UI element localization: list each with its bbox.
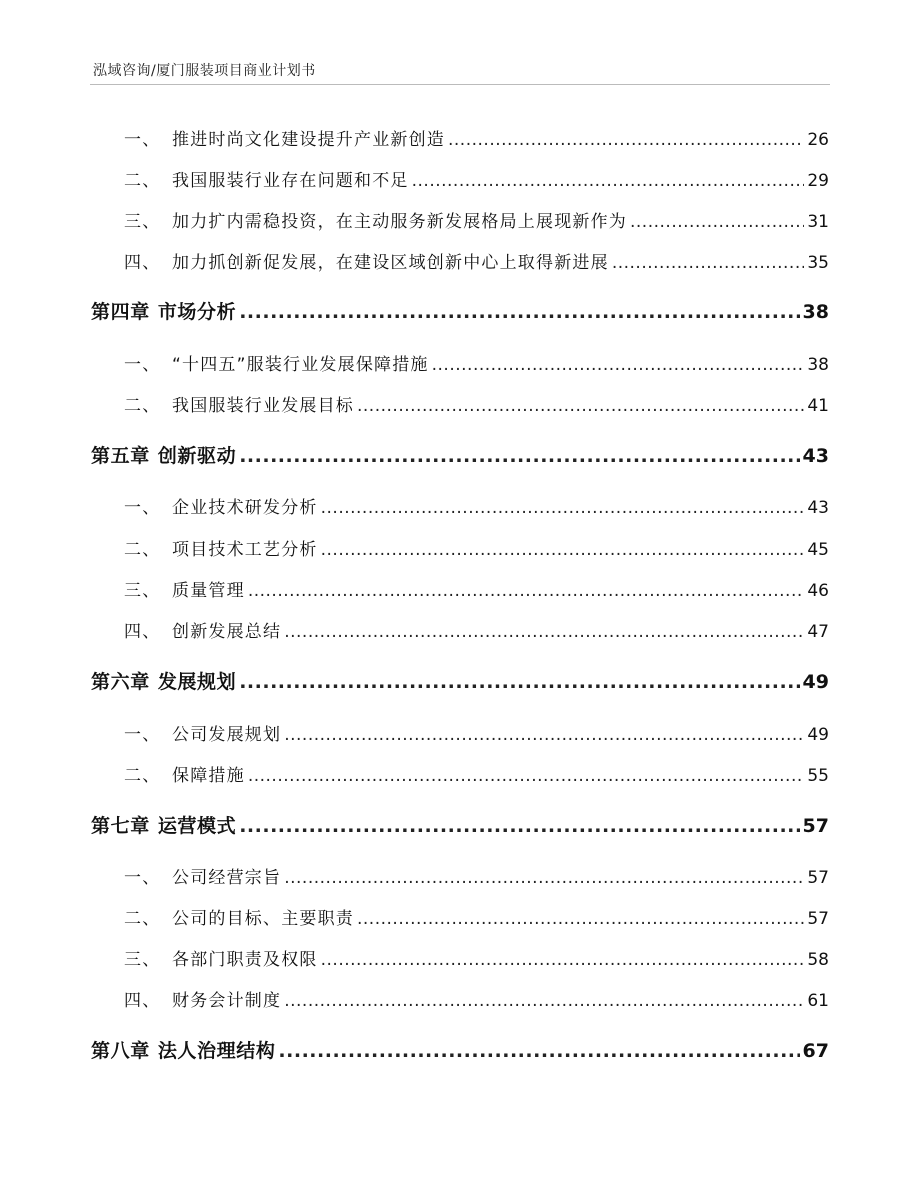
toc-entry-page: 58 bbox=[807, 950, 829, 970]
toc-entry-title: 创新发展总结 bbox=[172, 622, 282, 642]
toc-entry-number: 第七章 bbox=[91, 815, 150, 837]
toc-entry-title: 保障措施 bbox=[172, 766, 245, 786]
toc-entry-page: 46 bbox=[807, 581, 829, 601]
toc-section-entry[interactable] bbox=[124, 493, 829, 518]
toc-dot-leader bbox=[284, 868, 804, 888]
toc-entry-page: 57 bbox=[807, 868, 829, 888]
toc-dot-leader bbox=[278, 1040, 799, 1062]
toc-entry-title: 市场分析 bbox=[157, 301, 237, 323]
toc-dot-leader bbox=[284, 622, 804, 642]
toc-section-entry[interactable] bbox=[124, 761, 829, 786]
toc-entry-page: 55 bbox=[807, 766, 829, 786]
page-header: 泓域咨询/厦门服装项目商业计划书 bbox=[93, 63, 316, 79]
toc-section-entry[interactable] bbox=[124, 350, 829, 375]
toc-entry-page: 38 bbox=[807, 355, 829, 375]
toc-entry-title: 企业技术研发分析 bbox=[172, 498, 318, 518]
toc-section-entry[interactable] bbox=[124, 617, 829, 642]
toc-entry-number: 一、 bbox=[124, 355, 161, 375]
toc-dot-leader bbox=[284, 725, 804, 745]
toc-dot-leader bbox=[239, 815, 799, 837]
toc-dot-leader bbox=[612, 253, 805, 273]
toc-dot-leader bbox=[630, 212, 804, 232]
toc-entry-number: 第五章 bbox=[91, 445, 150, 467]
toc-entry-number: 三、 bbox=[124, 950, 161, 970]
toc-entry-title: 我国服装行业存在问题和不足 bbox=[172, 171, 409, 191]
toc-entry-number: 三、 bbox=[124, 581, 161, 601]
toc-entry-title: 加力扩内需稳投资，在主动服务新发展格局上展现新作为 bbox=[172, 212, 627, 232]
toc-dot-leader bbox=[357, 396, 804, 416]
toc-entry-title: 创新驱动 bbox=[157, 445, 237, 467]
toc-section-entry[interactable] bbox=[124, 576, 829, 601]
toc-dot-leader bbox=[357, 909, 804, 929]
toc-entry-number: 二、 bbox=[124, 171, 161, 191]
toc-entry-number: 二、 bbox=[124, 396, 161, 416]
toc-entry-page: 45 bbox=[807, 540, 829, 560]
toc-entry-page: 31 bbox=[807, 212, 829, 232]
toc-entry-page: 47 bbox=[807, 622, 829, 642]
toc-entry-page: 43 bbox=[802, 445, 829, 467]
toc-section-entry[interactable] bbox=[124, 863, 829, 888]
toc-section-entry[interactable] bbox=[124, 535, 829, 560]
toc-entry-number: 第八章 bbox=[91, 1040, 150, 1062]
toc-entry-page: 57 bbox=[802, 815, 829, 837]
toc-entry-number: 三、 bbox=[124, 212, 161, 232]
toc-entry-number: 四、 bbox=[124, 991, 161, 1011]
toc-dot-leader bbox=[248, 766, 805, 786]
toc-entry-number: 一、 bbox=[124, 498, 161, 518]
toc-dot-leader bbox=[239, 671, 799, 693]
toc-entry-title: 公司经营宗旨 bbox=[172, 868, 282, 888]
toc-entry-title: 发展规划 bbox=[157, 671, 237, 693]
toc-entry-number: 四、 bbox=[124, 253, 161, 273]
toc-entry-number: 第四章 bbox=[91, 301, 150, 323]
toc-entry-title: 各部门职责及权限 bbox=[172, 950, 318, 970]
toc-entry-title: 质量管理 bbox=[172, 581, 245, 601]
toc-chapter-entry[interactable] bbox=[91, 441, 829, 468]
toc-dot-leader bbox=[239, 301, 799, 323]
toc-dot-leader bbox=[321, 498, 805, 518]
toc-dot-leader bbox=[448, 130, 804, 150]
toc-entry-title: 加力抓创新促发展，在建设区域创新中心上取得新进展 bbox=[172, 253, 609, 273]
header-divider bbox=[90, 84, 830, 85]
toc-entry-page: 49 bbox=[807, 725, 829, 745]
toc-entry-title: 财务会计制度 bbox=[172, 991, 282, 1011]
toc-dot-leader bbox=[239, 445, 799, 467]
toc-entry-page: 49 bbox=[802, 671, 829, 693]
toc-dot-leader bbox=[412, 171, 805, 191]
toc-entry-page: 26 bbox=[807, 130, 829, 150]
toc-entry-page: 61 bbox=[807, 991, 829, 1011]
toc-section-entry[interactable] bbox=[124, 125, 829, 150]
toc-section-entry[interactable] bbox=[124, 166, 829, 191]
toc-entry-number: 二、 bbox=[124, 540, 161, 560]
toc-entry-title: 推进时尚文化建设提升产业新创造 bbox=[172, 130, 445, 150]
toc-entry-page: 43 bbox=[807, 498, 829, 518]
toc-entry-page: 35 bbox=[807, 253, 829, 273]
toc-entry-title: 我国服装行业发展目标 bbox=[172, 396, 354, 416]
toc-entry-page: 38 bbox=[802, 301, 829, 323]
toc-entry-number: 二、 bbox=[124, 909, 161, 929]
toc-section-entry[interactable] bbox=[124, 720, 829, 745]
toc-dot-leader bbox=[248, 581, 805, 601]
toc-section-entry[interactable] bbox=[124, 207, 829, 232]
toc-chapter-entry[interactable] bbox=[91, 1036, 829, 1063]
toc-chapter-entry[interactable] bbox=[91, 667, 829, 694]
toc-section-entry[interactable] bbox=[124, 391, 829, 416]
toc-dot-leader bbox=[284, 991, 804, 1011]
toc-section-entry[interactable] bbox=[124, 945, 829, 970]
toc-entry-number: 一、 bbox=[124, 725, 161, 745]
toc-chapter-entry[interactable] bbox=[91, 811, 829, 838]
toc-entry-page: 67 bbox=[802, 1040, 829, 1062]
toc-entry-page: 41 bbox=[807, 396, 829, 416]
toc-dot-leader bbox=[321, 950, 805, 970]
toc-section-entry[interactable] bbox=[124, 986, 829, 1011]
toc-section-entry[interactable] bbox=[124, 904, 829, 929]
toc-entry-page: 29 bbox=[807, 171, 829, 191]
toc-entry-number: 一、 bbox=[124, 130, 161, 150]
toc-entry-title: 公司发展规划 bbox=[172, 725, 282, 745]
toc-entry-title: “十四五”服装行业发展保障措施 bbox=[172, 355, 429, 375]
toc-entry-page: 57 bbox=[807, 909, 829, 929]
toc-section-entry[interactable] bbox=[124, 248, 829, 273]
toc-entry-title: 法人治理结构 bbox=[157, 1040, 276, 1062]
toc-entry-number: 二、 bbox=[124, 766, 161, 786]
toc-entry-number: 四、 bbox=[124, 622, 161, 642]
toc-dot-leader bbox=[432, 355, 805, 375]
toc-entry-title: 项目技术工艺分析 bbox=[172, 540, 318, 560]
toc-dot-leader bbox=[321, 540, 805, 560]
toc-entry-title: 公司的目标、主要职责 bbox=[172, 909, 354, 929]
toc-entry-number: 第六章 bbox=[91, 671, 150, 693]
toc-chapter-entry[interactable] bbox=[91, 297, 829, 324]
toc-entry-title: 运营模式 bbox=[157, 815, 237, 837]
toc-entry-number: 一、 bbox=[124, 868, 161, 888]
